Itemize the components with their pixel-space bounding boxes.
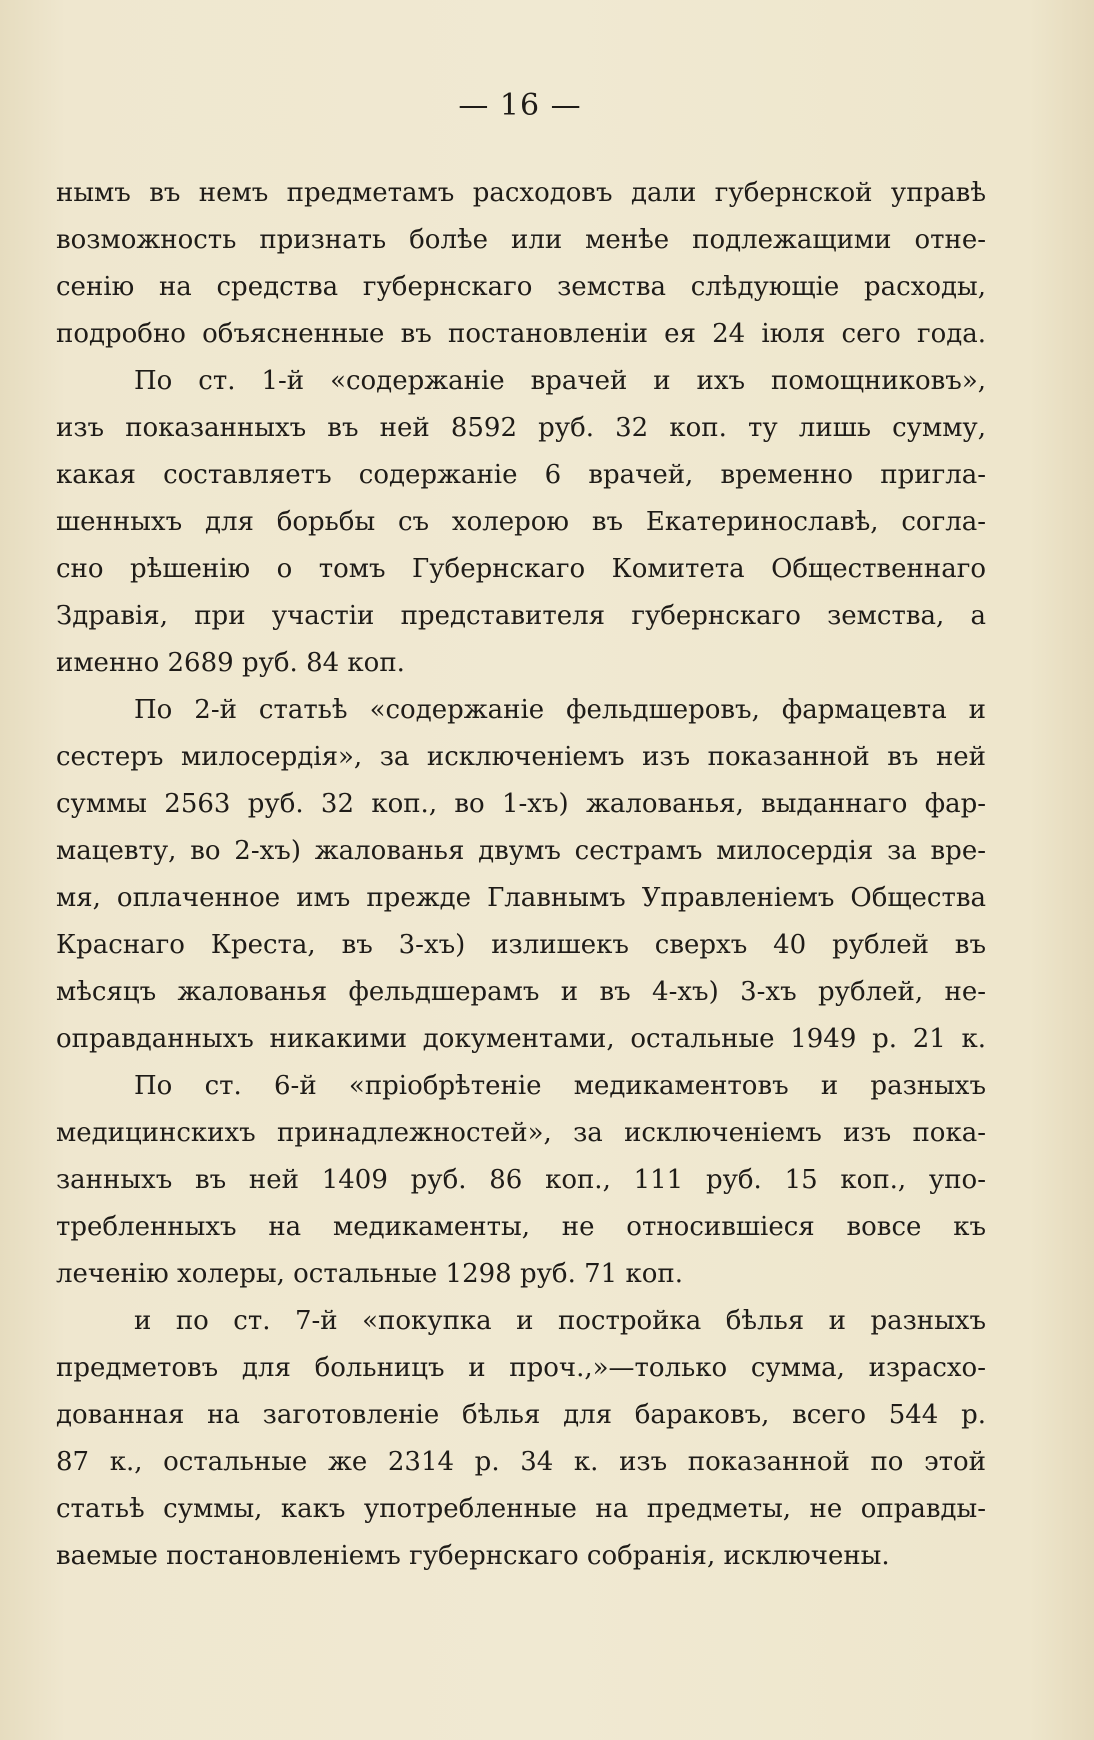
text-line: По ст. 1-й «содержаніе врачей и ихъ помощниковъ», [134,366,986,396]
text-line: предметовъ для больницъ и проч.,»—только сумма, израсхо- [56,1353,986,1383]
text-line: ваемые постановленіемъ губернскаго собранія, исключены. [56,1541,890,1571]
text-line: мѣсяцъ жалованья фельдшерамъ и въ 4-хъ) 3-хъ рублей, не- [56,977,986,1007]
text-line: требленныхъ на медикаменты, не относившіеся вовсе къ [56,1212,986,1242]
text-line: сно рѣшенію о томъ Губернскаго Комитета Общественнаго [56,554,986,584]
text-line: шенныхъ для борьбы съ холерою въ Екатеринославѣ, согла- [56,507,986,537]
text-line: сенію на средства губернскаго земства слѣдующіе расходы, [56,272,986,302]
text-line: сестеръ милосердія», за исключеніемъ изъ показанной въ ней [56,742,986,772]
text-line: По 2-й статьѣ «содержаніе фельдшеровъ, фармацевта и [134,695,986,725]
text-line: Здравія, при участіи представителя губернскаго земства, а [56,601,986,631]
text-line: именно 2689 руб. 84 коп. [56,648,405,678]
text-line: мацевту, во 2-хъ) жалованья двумъ сестрамъ милосердія за вре- [56,836,986,866]
text-line: возможность признать болѣе или менѣе подлежащими отне- [56,225,986,255]
text-line: медицинскихъ принадлежностей», за исключеніемъ изъ пока- [56,1118,986,1148]
text-line: и по ст. 7-й «покупка и постройка бѣлья и разныхъ [134,1306,986,1336]
text-line: 87 к., остальные же 2314 р. 34 к. изъ показанной по этой [56,1447,986,1477]
text-line: суммы 2563 руб. 32 коп., во 1-хъ) жалованья, выданнаго фар- [56,789,986,819]
text-line: занныхъ въ ней 1409 руб. 86 коп., 111 руб. 15 коп., упо- [56,1165,986,1195]
text-line: леченію холеры, остальные 1298 руб. 71 коп. [56,1259,683,1289]
text-line: статьѣ суммы, какъ употребленные на предметы, не оправды- [56,1494,986,1524]
text-line: подробно объясненные въ постановленіи ея 24 іюля сего года. [56,319,986,349]
text-line: какая составляетъ содержаніе 6 врачей, временно пригла- [56,460,986,490]
text-line: По ст. 6-й «пріобрѣтеніе медикаментовъ и разныхъ [134,1071,986,1101]
text-line: Краснаго Креста, въ 3-хъ) излишекъ сверхъ 40 рублей въ [56,930,986,960]
text-line: изъ показанныхъ въ ней 8592 руб. 32 коп. ту лишь сумму, [56,413,986,443]
text-line: мя, оплаченное имъ прежде Главнымъ Управленіемъ Общества [56,883,986,913]
text-line: нымъ въ немъ предметамъ расходовъ дали губернской управѣ [56,178,986,208]
text-line: оправданныхъ никакими документами, остальные 1949 р. 21 к. [56,1024,986,1054]
page-number: — 16 — [458,88,582,123]
text-line: дованная на заготовленіе бѣлья для бараковъ, всего 544 р. [56,1400,986,1430]
body-text [56,170,986,1580]
